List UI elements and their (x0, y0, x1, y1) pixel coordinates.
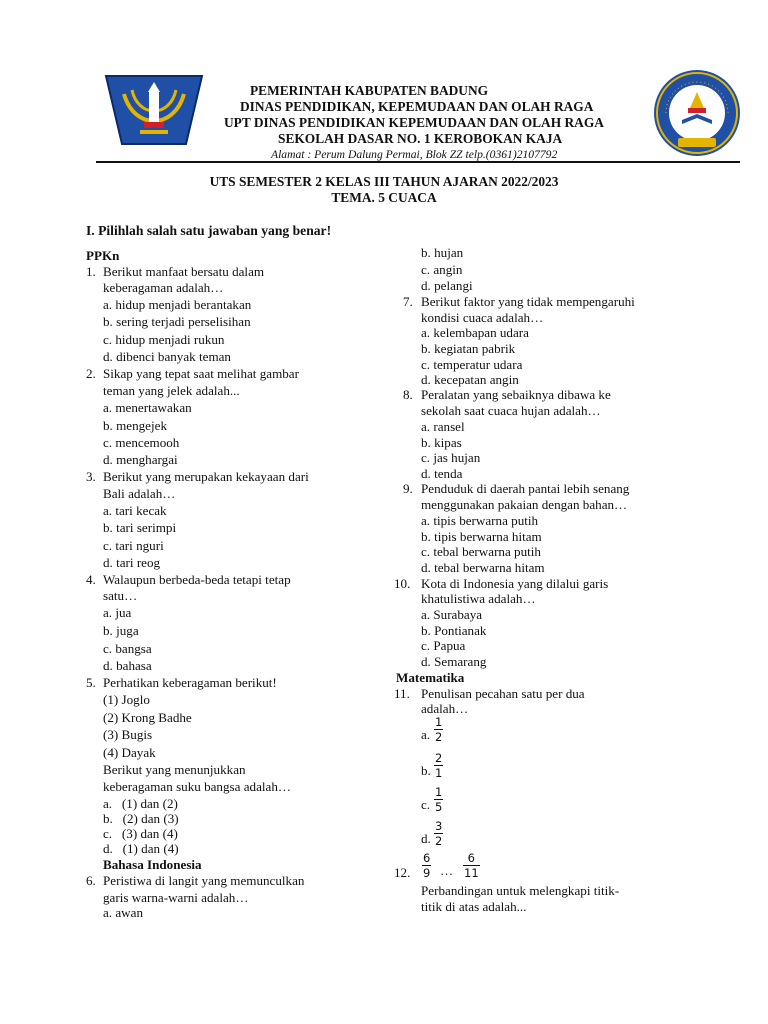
question-text: keberagaman suku bangsa adalah… (103, 779, 291, 794)
question-text: kondisi cuaca adalah… (421, 310, 544, 325)
question-text: Penduduk di daerah pantai lebih senang (421, 481, 630, 496)
question-number: 5. (86, 675, 96, 690)
section-instruction: I. Pilihlah salah satu jawaban yang benar! (86, 223, 332, 238)
answer-option[interactable]: d. menghargai (103, 452, 178, 467)
answer-option[interactable]: a. tari kecak (103, 503, 167, 518)
letterhead-address: Alamat : Perum Dalung Permai, Blok ZZ telp.(0361)2107792 (271, 148, 558, 161)
school-seal-icon (652, 68, 742, 158)
question-number: 4. (86, 572, 96, 587)
question-text: Berikut faktor yang tidak mempengaruhi (421, 294, 635, 309)
answer-option[interactable]: d. tebal berwarna hitam (421, 560, 545, 575)
answer-option-label[interactable]: b. (421, 763, 431, 778)
answer-option[interactable]: b. kipas (421, 435, 462, 450)
exam-title: UTS SEMESTER 2 KELAS III TAHUN AJARAN 2022/2023 (209, 174, 559, 189)
fraction: 6 9 (423, 851, 431, 880)
answer-option[interactable]: d. pelangi (421, 278, 473, 293)
answer-option[interactable]: d. bahasa (103, 658, 152, 673)
question-text: satu… (103, 588, 138, 603)
question-text: titik di atas adalah... (421, 899, 527, 914)
question-text: teman yang jelek adalah... (103, 383, 240, 398)
answer-option[interactable]: c. temperatur udara (421, 357, 523, 372)
ellipsis: … (440, 863, 454, 878)
answer-option[interactable]: b. mengejek (103, 418, 167, 433)
answer-option[interactable]: c. angin (421, 262, 463, 277)
answer-option[interactable]: c. Papua (421, 638, 466, 653)
answer-option[interactable]: a. ransel (421, 419, 465, 434)
list-item: (3) Bugis (103, 727, 153, 742)
question-number: 12. (394, 865, 411, 880)
answer-option[interactable]: c. tari nguri (103, 538, 164, 553)
question-text: sekolah saat cuaca hujan adalah… (421, 403, 601, 418)
question-text: Berikut yang menunjukkan (103, 762, 246, 777)
answer-option[interactable]: b. tari serimpi (103, 520, 177, 535)
question-number: 10. (394, 576, 411, 591)
answer-option[interactable]: c. jas hujan (421, 450, 481, 465)
answer-option[interactable]: a. Surabaya (421, 607, 483, 622)
question-text: Perbandingan untuk melengkapi titik- (421, 883, 620, 898)
letterhead-line1: PEMERINTAH KABUPATEN BADUNG (250, 83, 489, 98)
question-number: 7. (403, 294, 413, 309)
answer-option[interactable]: c. bangsa (103, 641, 152, 656)
badung-logo (102, 70, 206, 150)
answer-option[interactable]: b. hujan (421, 245, 464, 260)
letterhead-line2: DINAS PENDIDIKAN, KEPEMUDAAN DAN OLAH RAGA (240, 99, 594, 114)
answer-option[interactable]: d. Semarang (421, 654, 487, 669)
answer-option[interactable]: a. hidup menjadi berantakan (103, 297, 252, 312)
letterhead-rule (96, 161, 740, 163)
subject-bahasa-indonesia: Bahasa Indonesia (103, 857, 202, 872)
badung-emblem-icon (102, 70, 206, 150)
school-logo (652, 68, 742, 158)
exam-theme: TEMA. 5 CUACA (331, 190, 437, 205)
letterhead-line4: SEKOLAH DASAR NO. 1 KEROBOKAN KAJA (278, 131, 563, 146)
answer-option[interactable]: b. Pontianak (421, 623, 487, 638)
answer-option[interactable]: d. tari reog (103, 555, 161, 570)
question-text: Bali adalah… (103, 486, 176, 501)
question-text: Berikut manfaat bersatu dalam (103, 264, 265, 279)
question-number: 6. (86, 873, 96, 888)
question-text: Penulisan pecahan satu per dua (421, 686, 585, 701)
list-item: (2) Krong Badhe (103, 710, 192, 725)
question-text: khatulistiwa adalah… (421, 591, 536, 606)
question-text: Kota di Indonesia yang dilalui garis (421, 576, 609, 591)
fraction: 2 1 (435, 751, 443, 780)
question-text: Berikut yang merupakan kekayaan dari (103, 469, 309, 484)
question-text: Walaupun berbeda-beda tetapi tetap (103, 572, 291, 587)
answer-option[interactable]: a. jua (103, 605, 132, 620)
question-text: menggunakan pakaian dengan bahan… (421, 497, 628, 512)
list-item: (1) Joglo (103, 692, 150, 707)
answer-option[interactable]: c. hidup menjadi rukun (103, 332, 225, 347)
answer-option[interactable]: c. tebal berwarna putih (421, 544, 541, 559)
fraction: 3 2 (435, 819, 443, 848)
question-number: 8. (403, 387, 413, 402)
fraction: 6 11 (464, 851, 479, 880)
answer-option[interactable]: a. awan (103, 905, 143, 920)
answer-option[interactable]: d. kecepatan angin (421, 372, 519, 387)
question-text: keberagaman adalah… (103, 280, 224, 295)
subject-matematika: Matematika (396, 670, 465, 685)
answer-option[interactable]: b. sering terjadi perselisihan (103, 314, 251, 329)
answer-option[interactable]: d. (1) dan (4) (103, 841, 179, 856)
letterhead-line3: UPT DINAS PENDIDIKAN KEPEMUDAAN DAN OLAH RAGA (224, 115, 604, 130)
question-text: Peristiwa di langit yang memunculkan (103, 873, 305, 888)
fraction: 1 2 (435, 715, 443, 744)
answer-option[interactable]: b. (2) dan (3) (103, 811, 179, 826)
answer-option[interactable]: a. (1) dan (2) (103, 796, 178, 811)
answer-option-label[interactable]: a. (421, 727, 431, 742)
answer-option[interactable]: a. menertawakan (103, 400, 192, 415)
subject-ppkn: PPKn (86, 248, 120, 263)
question-number: 9. (403, 481, 413, 496)
answer-option[interactable]: a. kelembapan udara (421, 325, 529, 340)
question-number: 11. (394, 686, 410, 701)
question-text: Sikap yang tepat saat melihat gambar (103, 366, 299, 381)
answer-option[interactable]: a. tipis berwarna putih (421, 513, 539, 528)
answer-option[interactable]: b. kegiatan pabrik (421, 341, 516, 356)
answer-option[interactable]: c. (3) dan (4) (103, 826, 178, 841)
question-number: 1. (86, 264, 96, 279)
question-text: garis warna-warni adalah… (103, 890, 249, 905)
answer-option[interactable]: b. juga (103, 623, 139, 638)
question-text: Perhatikan keberagaman berikut! (103, 675, 277, 690)
question-number: 2. (86, 366, 96, 381)
fraction: 1 5 (435, 785, 443, 814)
answer-option-label[interactable]: c. (421, 797, 431, 812)
answer-option-label[interactable]: d. (421, 831, 431, 846)
answer-option[interactable]: c. mencemooh (103, 435, 180, 450)
question-text: adalah… (421, 701, 469, 716)
answer-option[interactable]: b. tipis berwarna hitam (421, 529, 542, 544)
question-number: 3. (86, 469, 96, 484)
list-item: (4) Dayak (103, 745, 156, 760)
answer-option[interactable]: d. dibenci banyak teman (103, 349, 231, 364)
answer-option[interactable]: d. tenda (421, 466, 463, 481)
question-text: Peralatan yang sebaiknya dibawa ke (421, 387, 611, 402)
